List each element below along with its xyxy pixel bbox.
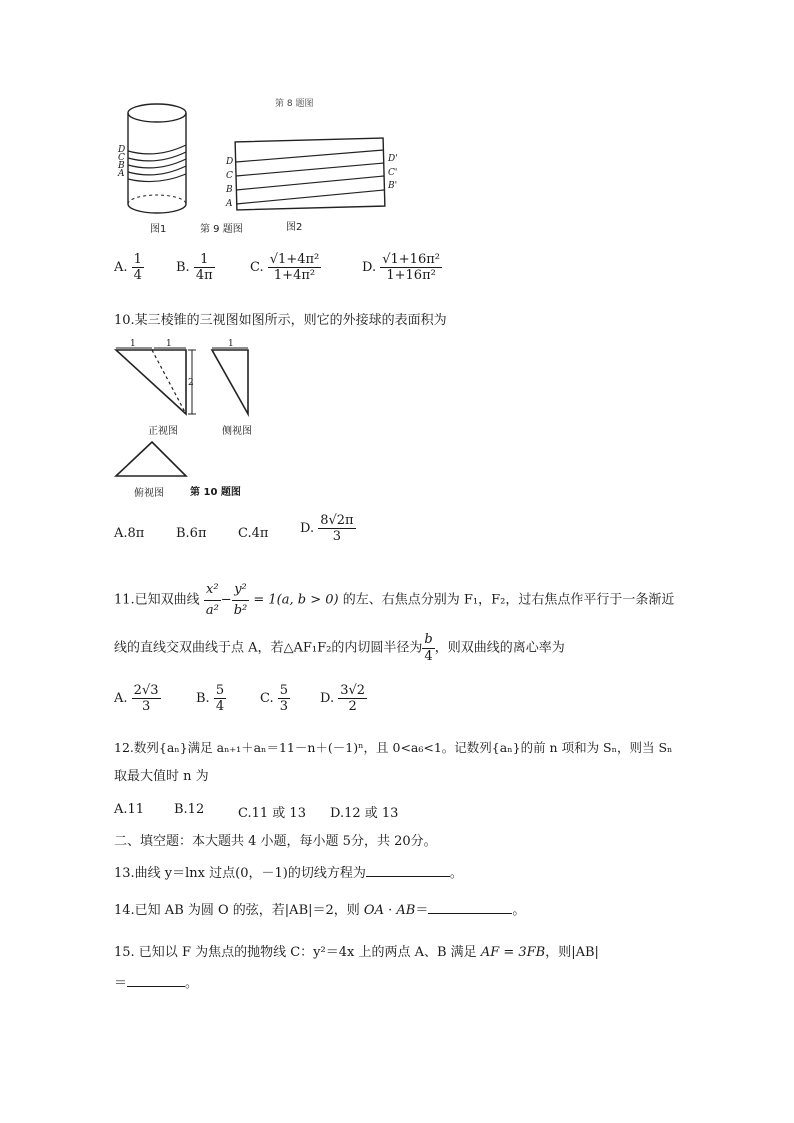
q11-option-d-label: D. <box>320 691 335 706</box>
q12-option-c[interactable]: C.11 或 13 <box>238 806 306 821</box>
q13 <box>114 866 463 882</box>
q9-fig-top-title: 第 8 题图 <box>275 99 314 109</box>
q11-option-d-fraction <box>338 683 367 714</box>
q9-option-c-fraction <box>268 252 321 283</box>
q9-fig2-label-a: A <box>226 199 233 209</box>
q14 <box>114 903 525 919</box>
q15-equals: ＝ <box>114 976 128 991</box>
q10-dim-1b: 1 <box>166 339 172 349</box>
q10-figure <box>112 336 272 500</box>
q9-option-c[interactable] <box>250 252 321 283</box>
q9-fig2-label-b-prime: B' <box>388 181 398 191</box>
q11-option-d[interactable] <box>320 683 367 714</box>
section-2-heading: 二、填空题：本大题共 4 小题，每小题 5分，共 20分。 <box>114 834 437 849</box>
q10-option-d-den: 3 <box>332 529 342 544</box>
q9-fig-caption: 第 9 题图 <box>200 224 243 235</box>
q12-line1: 12.数列{aₙ}满足 aₙ₊₁＋aₙ＝11－n＋(－1)ⁿ，且 0<a₆<1。记数列{aₙ}的前 n 项和为 Sₙ，则当 Sₙ <box>114 740 673 755</box>
q10-option-b[interactable]: B.6π <box>176 526 207 541</box>
q14-vector-expr: OA · AB <box>363 903 416 918</box>
q10-option-c[interactable]: C.4π <box>238 526 269 541</box>
q11-r-fraction <box>422 632 434 665</box>
q12-line2: 取最大值时 n 为 <box>114 769 209 784</box>
q9-option-b-fraction <box>194 252 215 283</box>
q10-fig-caption: 第 10 题图 <box>190 487 241 498</box>
q15-vector-expr: AF = 3FB <box>480 945 546 960</box>
q10-figure-drawing <box>112 336 272 500</box>
q11-option-a-num: 2√3 <box>133 683 159 698</box>
q11-option-c-label: C. <box>260 691 274 706</box>
q9-option-d-num: √1+16π² <box>382 252 440 267</box>
q9-option-d[interactable] <box>362 252 442 283</box>
q15-answer-blank[interactable] <box>127 986 185 987</box>
q11-eq-minus: − <box>220 592 232 608</box>
q10-option-d-num: 8√2π <box>320 513 354 528</box>
q11-option-a[interactable] <box>114 683 161 714</box>
q9-fig1-caption: 图1 <box>150 224 167 235</box>
q9-option-c-den: 1+4π² <box>273 268 316 283</box>
q11-option-b[interactable] <box>196 683 226 714</box>
q9-option-b[interactable] <box>176 252 215 283</box>
q11-option-b-den: 4 <box>215 699 225 714</box>
q9-fig2-caption: 图2 <box>286 222 303 233</box>
q9-option-a-den: 4 <box>133 268 142 283</box>
q10-option-d-label: D. <box>300 521 315 536</box>
q9-option-b-den: 4π <box>195 268 213 283</box>
q11-prefix: 11.已知双曲线 <box>114 592 200 608</box>
q9-option-b-label: B. <box>176 260 190 275</box>
q15-text-tail: ，则|AB| <box>545 945 599 960</box>
q12-option-a[interactable]: A.11 <box>114 802 145 817</box>
q11-after-eq: 的左、右焦点分别为 F₁，F₂，过右焦点作平行于一条渐近 <box>342 592 675 608</box>
q10-front-caption: 正视图 <box>148 426 178 437</box>
q11-option-c-fraction <box>278 683 290 714</box>
q10-dim-side: 1 <box>228 339 234 349</box>
q11-eq-y-fraction <box>232 580 250 621</box>
q9-fig2-label-d: D <box>226 157 234 167</box>
q9-fig1-label-c: C <box>118 153 125 163</box>
q9-fig2-label-d-prime: D' <box>388 154 398 164</box>
q11-line1 <box>114 580 674 621</box>
q11-option-a-fraction <box>132 683 161 714</box>
q10-option-a[interactable]: A.8π <box>114 526 145 541</box>
q11-option-a-label: A. <box>114 691 128 706</box>
q11-eq-y-num: y² <box>232 580 250 601</box>
q9-fig1-label-d: D <box>118 145 126 155</box>
q15-text: 15. 已知以 F 为焦点的抛物线 C：y²＝4x 上的两点 A、B 满足 <box>114 945 477 960</box>
q11-option-d-num: 3√2 <box>340 683 366 698</box>
q13-answer-blank[interactable] <box>366 876 450 877</box>
q10-text: 10.某三棱锥的三视图如图所示，则它的外接球的表面积为 <box>114 313 447 328</box>
q9-option-a[interactable] <box>114 252 144 283</box>
q12-option-b[interactable]: B.12 <box>174 802 205 817</box>
q10-top-caption: 俯视图 <box>134 488 164 499</box>
q11-line2 <box>114 632 565 665</box>
q14-equals: ＝ <box>415 903 429 918</box>
q11-option-c[interactable] <box>260 683 290 714</box>
q11-option-d-den: 2 <box>348 699 357 714</box>
q10-side-caption: 侧视图 <box>222 426 252 437</box>
q11-eq-x-fraction <box>204 580 221 621</box>
q11-r-num: b <box>424 632 433 647</box>
q11-line2-after: ，则双曲线的离心率为 <box>434 640 565 656</box>
q14-text: 14.已知 AB 为圆 O 的弦，若|AB|＝2，则 <box>114 903 360 918</box>
q9-option-a-label: A. <box>114 260 128 275</box>
q14-text-end: 。 <box>512 903 526 918</box>
q11-option-c-num: 5 <box>279 683 289 698</box>
q9-option-d-fraction <box>380 252 442 283</box>
q11-eq-rest: = 1(a, b > 0) <box>253 592 339 608</box>
q11-option-c-den: 3 <box>279 699 289 714</box>
q9-option-b-num: 1 <box>194 252 215 268</box>
q11-option-b-label: B. <box>196 691 210 706</box>
q9-figure-drawing <box>112 96 392 236</box>
q12-option-d[interactable]: D.12 或 13 <box>330 806 399 821</box>
q9-option-a-num: 1 <box>133 252 142 267</box>
q14-answer-blank[interactable] <box>428 913 512 914</box>
q9-option-d-label: D. <box>362 260 377 275</box>
q9-fig2-label-c-prime: C' <box>388 168 398 178</box>
q15-line1 <box>114 945 599 961</box>
q9-figure <box>112 96 398 236</box>
q15-line2 <box>114 976 198 992</box>
q9-fig1-label-b: B <box>118 161 125 171</box>
q9-option-c-label: C. <box>250 260 264 275</box>
q10-option-d-fraction <box>318 513 355 544</box>
q10-dim-2: 2 <box>188 378 194 388</box>
q11-eq-y-den: b² <box>233 603 248 618</box>
q9-fig1-label-a: A <box>118 169 125 179</box>
q11-option-a-den: 3 <box>141 699 151 714</box>
q9-option-c-num: √1+4π² <box>269 252 320 267</box>
q9-fig2-label-b: B <box>226 185 233 195</box>
q9-fig2-label-c: C <box>226 171 233 181</box>
q9-option-a-fraction <box>132 252 144 283</box>
q13-text-end: 。 <box>449 866 463 881</box>
q11-eq-x-den: a² <box>205 603 219 618</box>
q13-text: 13.曲线 y＝lnx 过点(0，－1)的切线方程为 <box>114 866 366 881</box>
q11-option-b-fraction <box>214 683 226 714</box>
q10-dim-1a: 1 <box>130 339 136 349</box>
q11-line2-before: 线的直线交双曲线于点 A，若△AF₁F₂的内切圆半径为 <box>114 640 423 656</box>
q9-option-d-den: 1+16π² <box>386 268 436 283</box>
q15-text-end: 。 <box>185 976 199 991</box>
q10-option-d[interactable] <box>300 513 356 544</box>
q11-r-den: 4 <box>424 649 433 664</box>
q11-eq-x-num: x² <box>204 580 221 601</box>
q11-option-b-num: 5 <box>215 683 225 698</box>
